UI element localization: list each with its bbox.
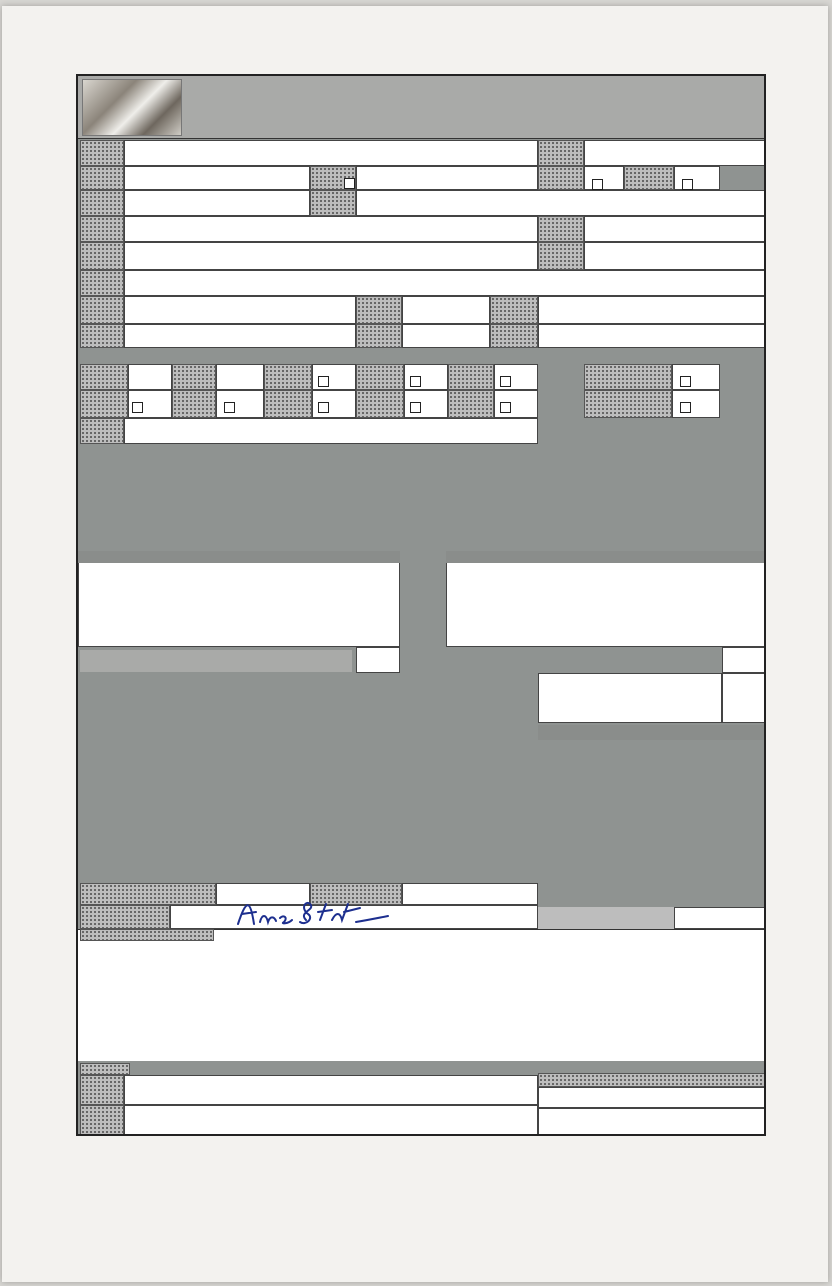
mother-label — [80, 242, 124, 270]
wind-label — [172, 364, 216, 390]
email-field[interactable] — [124, 324, 356, 348]
breed-label — [538, 140, 584, 166]
female-box-area — [674, 166, 720, 190]
other-label — [80, 418, 124, 444]
spruce-checkbox[interactable] — [410, 402, 421, 413]
rain-checkbox[interactable] — [318, 376, 329, 387]
date-field[interactable] — [124, 190, 310, 216]
drev2-sum-label — [538, 650, 720, 672]
protocol-form — [76, 74, 766, 1136]
chip-check[interactable] — [344, 178, 355, 189]
logo-photo — [82, 79, 182, 136]
report-area — [78, 929, 766, 1061]
score-sum-label — [538, 907, 674, 929]
cut-checkbox[interactable] — [132, 402, 143, 413]
aspirant-label — [80, 1105, 124, 1135]
drev2-sum-field[interactable] — [722, 647, 766, 673]
father-reg-label — [538, 216, 584, 242]
leaf-label — [448, 390, 494, 418]
rain-label — [264, 364, 312, 390]
partial-time-note — [538, 673, 722, 723]
name-label — [80, 140, 124, 166]
moss-checkbox[interactable] — [318, 402, 329, 413]
handwritten-signature — [228, 894, 408, 930]
score-sum-cell — [674, 907, 766, 929]
male-box-area — [584, 166, 624, 190]
email-label — [80, 324, 124, 348]
wet-label — [172, 390, 216, 418]
header — [78, 76, 764, 139]
address-field[interactable] — [124, 296, 356, 324]
judge-footer-label — [80, 1075, 124, 1105]
role-label — [490, 324, 538, 348]
score-header — [538, 725, 766, 740]
role-field[interactable] — [538, 324, 766, 348]
drev1-sum-label — [80, 650, 352, 672]
leaf-checkbox[interactable] — [500, 402, 511, 413]
drev2-table — [446, 551, 766, 647]
postaddr-field[interactable] — [538, 296, 766, 324]
phone-field[interactable] — [402, 324, 490, 348]
partial-time-field[interactable] — [722, 673, 766, 723]
colleague-field[interactable] — [402, 883, 538, 905]
paper-sheet — [2, 6, 828, 1282]
aspirant-field[interactable] — [124, 1105, 538, 1135]
father-field[interactable] — [124, 216, 538, 242]
date-label — [80, 190, 124, 216]
postnr-field[interactable] — [402, 296, 490, 324]
address-label — [80, 296, 124, 324]
vest-label — [584, 364, 672, 390]
cut-label — [80, 390, 128, 418]
place-field[interactable] — [356, 190, 766, 216]
signature-label — [80, 905, 170, 929]
female-checkbox[interactable] — [682, 179, 693, 190]
mother-reg-label — [538, 242, 584, 270]
owner-label — [80, 270, 124, 296]
reg-field[interactable] — [124, 166, 310, 190]
father-reg-field[interactable] — [584, 216, 766, 242]
male-label — [538, 166, 584, 190]
male-checkbox[interactable] — [592, 179, 603, 190]
thaw-label — [448, 364, 494, 390]
dog-name-field[interactable] — [124, 140, 538, 166]
gray-cell — [720, 166, 766, 190]
reg-label — [80, 166, 124, 190]
drev2-header — [446, 551, 766, 563]
moss-label — [264, 390, 312, 418]
birth-field[interactable] — [538, 1087, 766, 1108]
thaw-checkbox[interactable] — [500, 376, 511, 387]
owner-field[interactable] — [124, 270, 766, 296]
birth-field-2[interactable] — [538, 1108, 766, 1135]
spruce-label — [356, 390, 404, 418]
place-label — [310, 190, 356, 216]
temp-field[interactable] — [128, 364, 172, 390]
father-label — [80, 216, 124, 242]
postaddr-label — [490, 296, 538, 324]
mother-field[interactable] — [124, 242, 538, 270]
other-field[interactable] — [124, 418, 538, 444]
judge-footer-field[interactable] — [124, 1075, 538, 1105]
drev1-sum-field[interactable] — [356, 647, 400, 673]
drev1-table — [78, 551, 400, 647]
female-label — [624, 166, 674, 190]
temp-label — [80, 364, 128, 390]
drev1-header — [78, 551, 400, 563]
camera-label — [584, 390, 672, 418]
vest-checkbox[interactable] — [680, 376, 691, 387]
breed-field[interactable] — [584, 140, 766, 166]
snow-label — [356, 364, 404, 390]
mother-reg-field[interactable] — [584, 242, 766, 270]
postnr-label — [356, 296, 402, 324]
prize-label — [80, 883, 216, 905]
phone-label — [356, 324, 402, 348]
snow-checkbox[interactable] — [410, 376, 421, 387]
chip-field[interactable] — [356, 166, 538, 190]
pnr-label — [538, 1073, 766, 1087]
camera-checkbox[interactable] — [680, 402, 691, 413]
wind-field[interactable] — [216, 364, 264, 390]
wet-checkbox[interactable] — [224, 402, 235, 413]
report-label — [80, 929, 214, 941]
signature-footer-label — [80, 1063, 130, 1075]
